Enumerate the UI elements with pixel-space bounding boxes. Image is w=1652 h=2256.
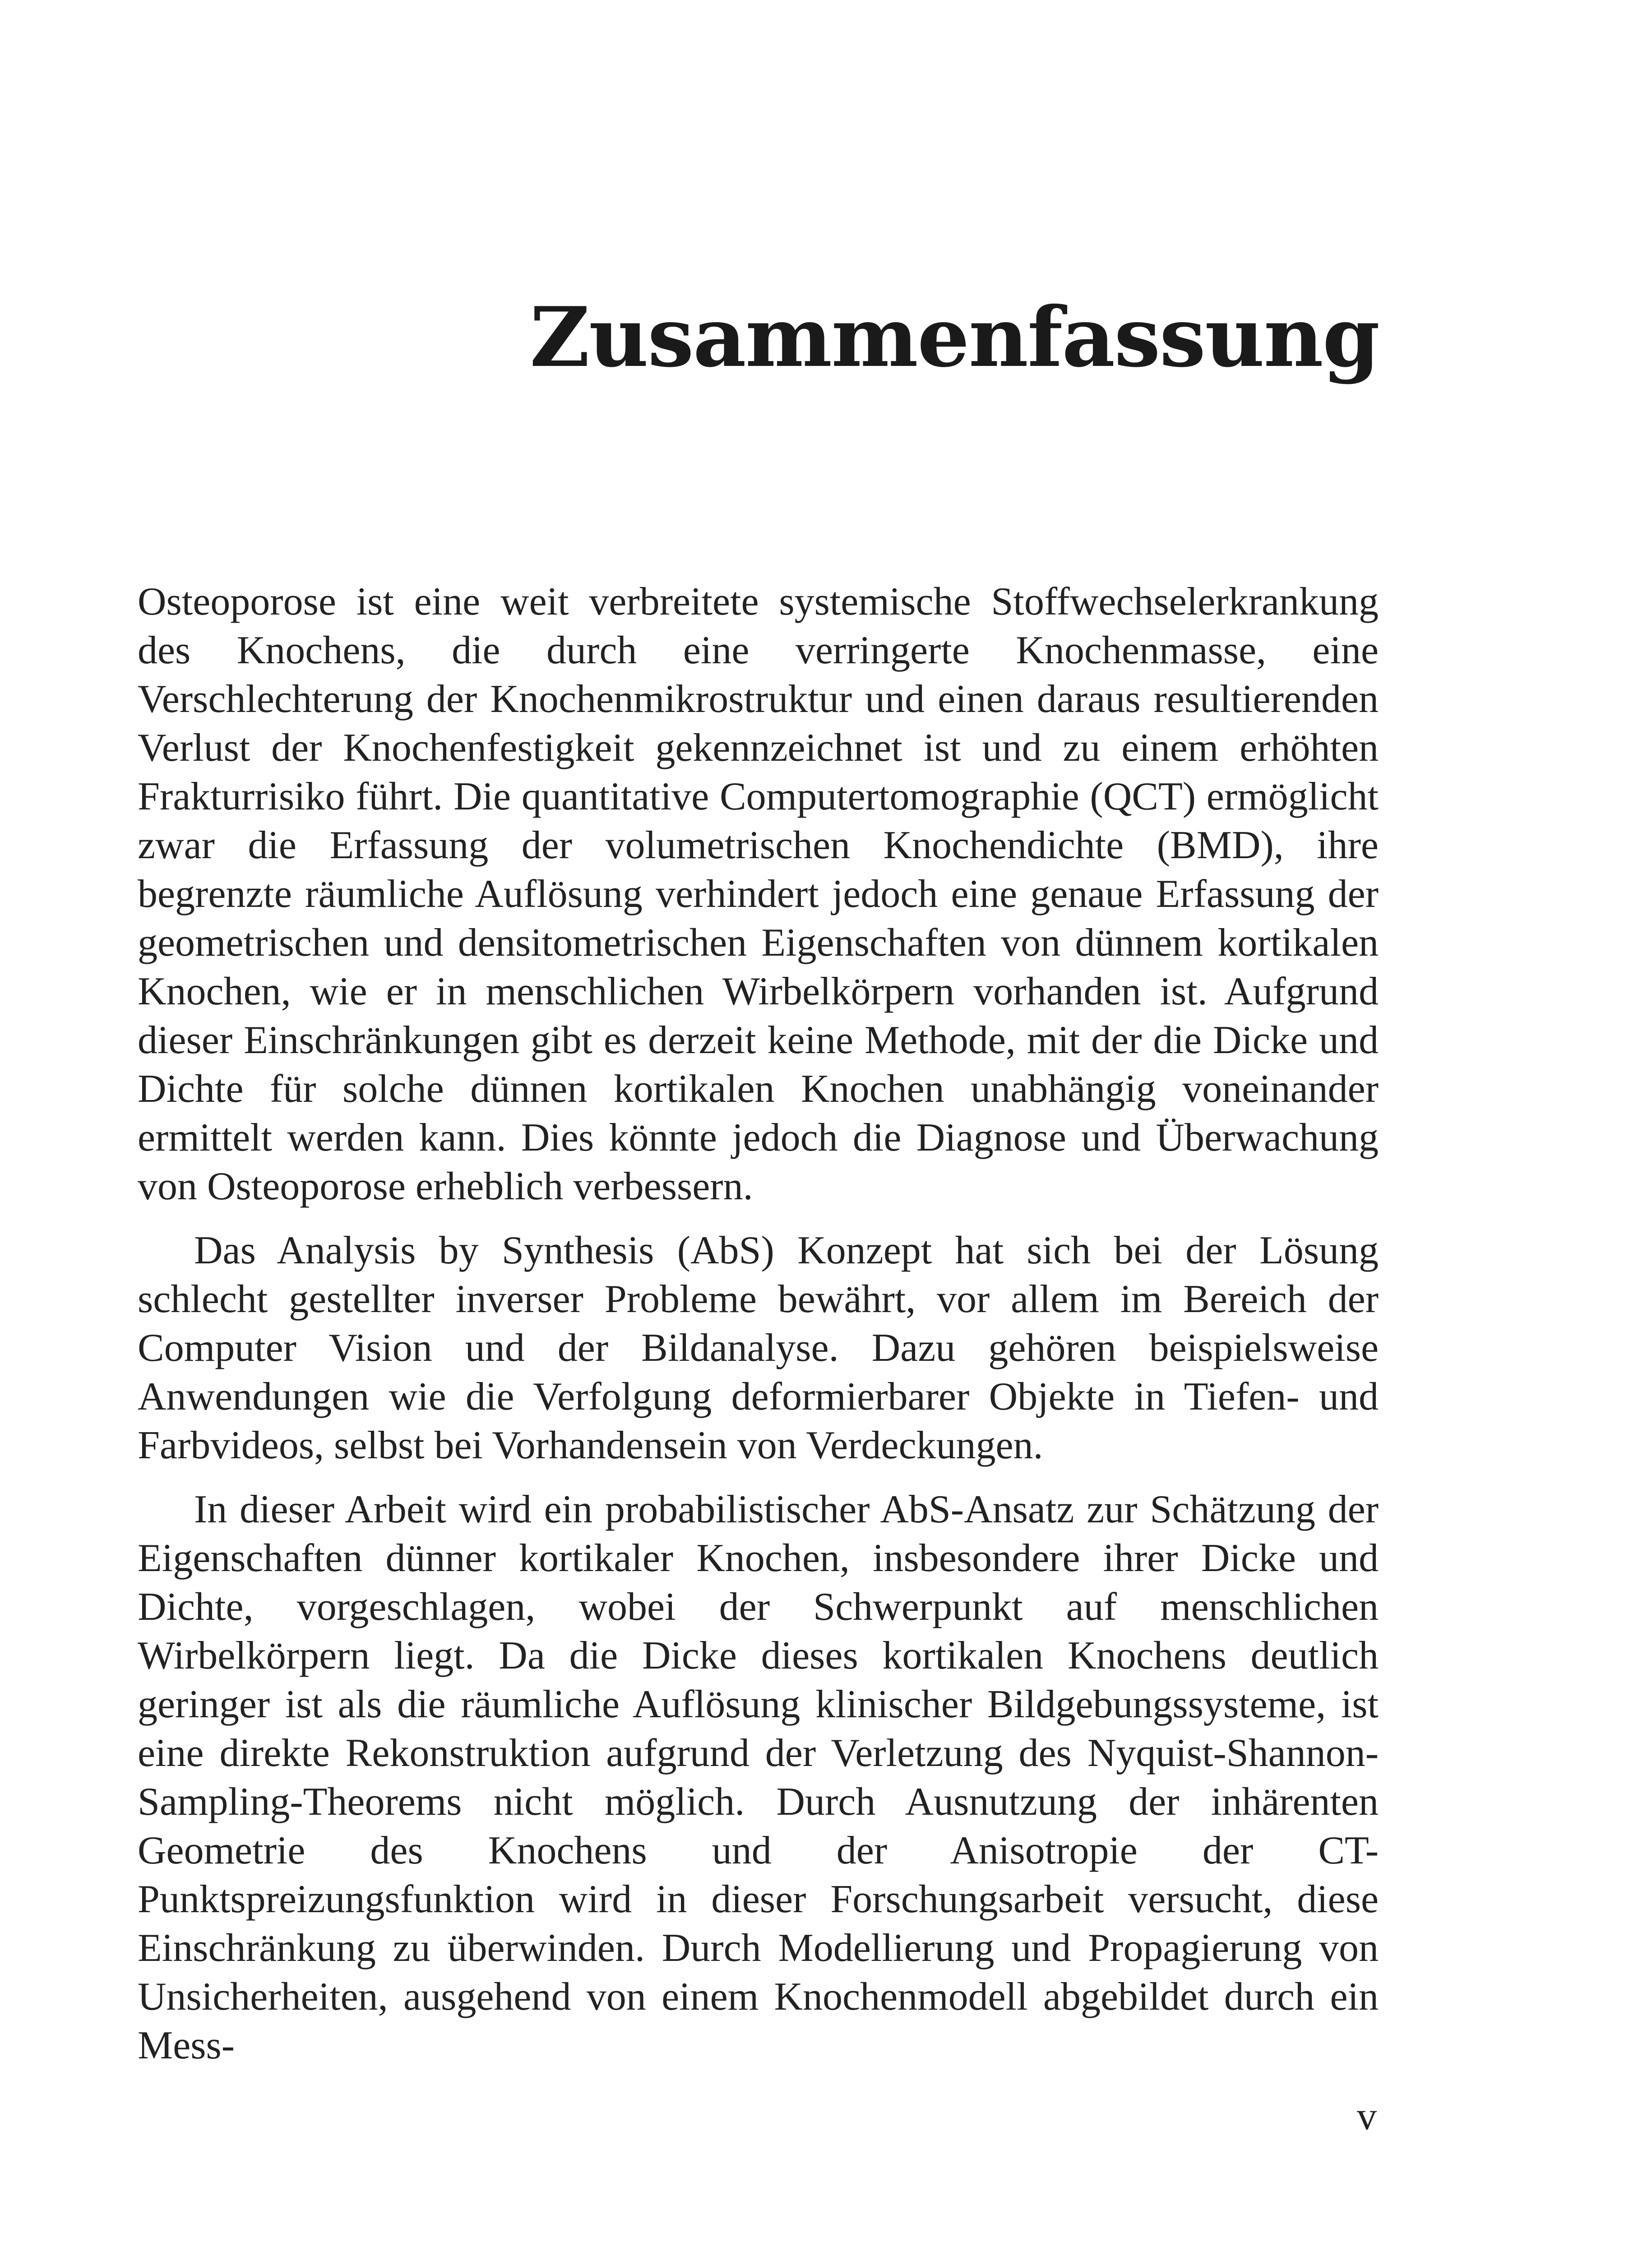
page-number: v [1357, 2094, 1377, 2138]
paragraph: In dieser Arbeit wird ein probabilistischer AbS-Ansatz zur Schätzung der Eigenschaften dünner kortikaler Knochen, insbesondere ihrer Dicke und Dichte, vorgeschlagen, wobei der Schwerpunkt auf menschlichen Wirbelkörpern liegt. Da die Dicke dieses kortikalen Knochens deutlich geringer ist als die räumliche Auflösung klinischer Bildgebungssysteme, ist eine direkte Rekonstruktion aufgrund der Verletzung des Nyquist-Shannon-Sampling-Theorems nicht möglich. Durch Ausnutzung der inhärenten Geometrie des Knochens und der Anisotropie der CT-Punktspreizungsfunktion wird in dieser Forschungsarbeit versucht, diese Einschränkung zu überwinden. Durch Modellierung und Propagierung von Unsicherheiten, ausgehend von einem Knochenmodell abgebildet durch ein Mess- [138, 1488, 1379, 2067]
paragraph: Osteoporose ist eine weit verbreitete systemische Stoffwechselerkrankung des Knochens, die durch eine verringerte Knochenmasse, eine Verschlechterung der Knochenmikrostruktur und einen daraus resultierenden Verlust der Knochenfestigkeit gekennzeichnet ist und zu einem erhöhten Frakturrisiko führt. Die quantitative Computertomographie (QCT) ermöglicht zwar die Erfassung der volumetrischen Knochendichte (BMD), ihre begrenzte räumliche Auflösung verhindert jedoch eine genaue Erfassung der geometrischen und densitometrischen Eigenschaften von dünnem kortikalen Knochen, wie er in menschlichen Wirbelkörpern vorhanden ist. Aufgrund dieser Einschränkungen gibt es derzeit keine Methode, mit der die Dicke und Dichte für solche dünnen kortikalen Knochen unabhängig voneinander ermittelt werden kann. Dies könnte jedoch die Diagnose und Überwachung von Osteoporose erheblich verbessern. [138, 580, 1379, 1208]
paragraph: Das Analysis by Synthesis (AbS) Konzept hat sich bei der Lösung schlecht gestellter inverser Probleme bewährt, vor allem im Bereich der Computer Vision und der Bildanalyse. Dazu gehören beispielsweise Anwendungen wie die Verfolgung deformierbarer Objekte in Tiefen- und Farbvideos, selbst bei Vorhandensein von Verdeckungen. [138, 1229, 1379, 1467]
chapter-title: Zusammenfassung [530, 289, 1379, 385]
body-text [138, 578, 1379, 2070]
